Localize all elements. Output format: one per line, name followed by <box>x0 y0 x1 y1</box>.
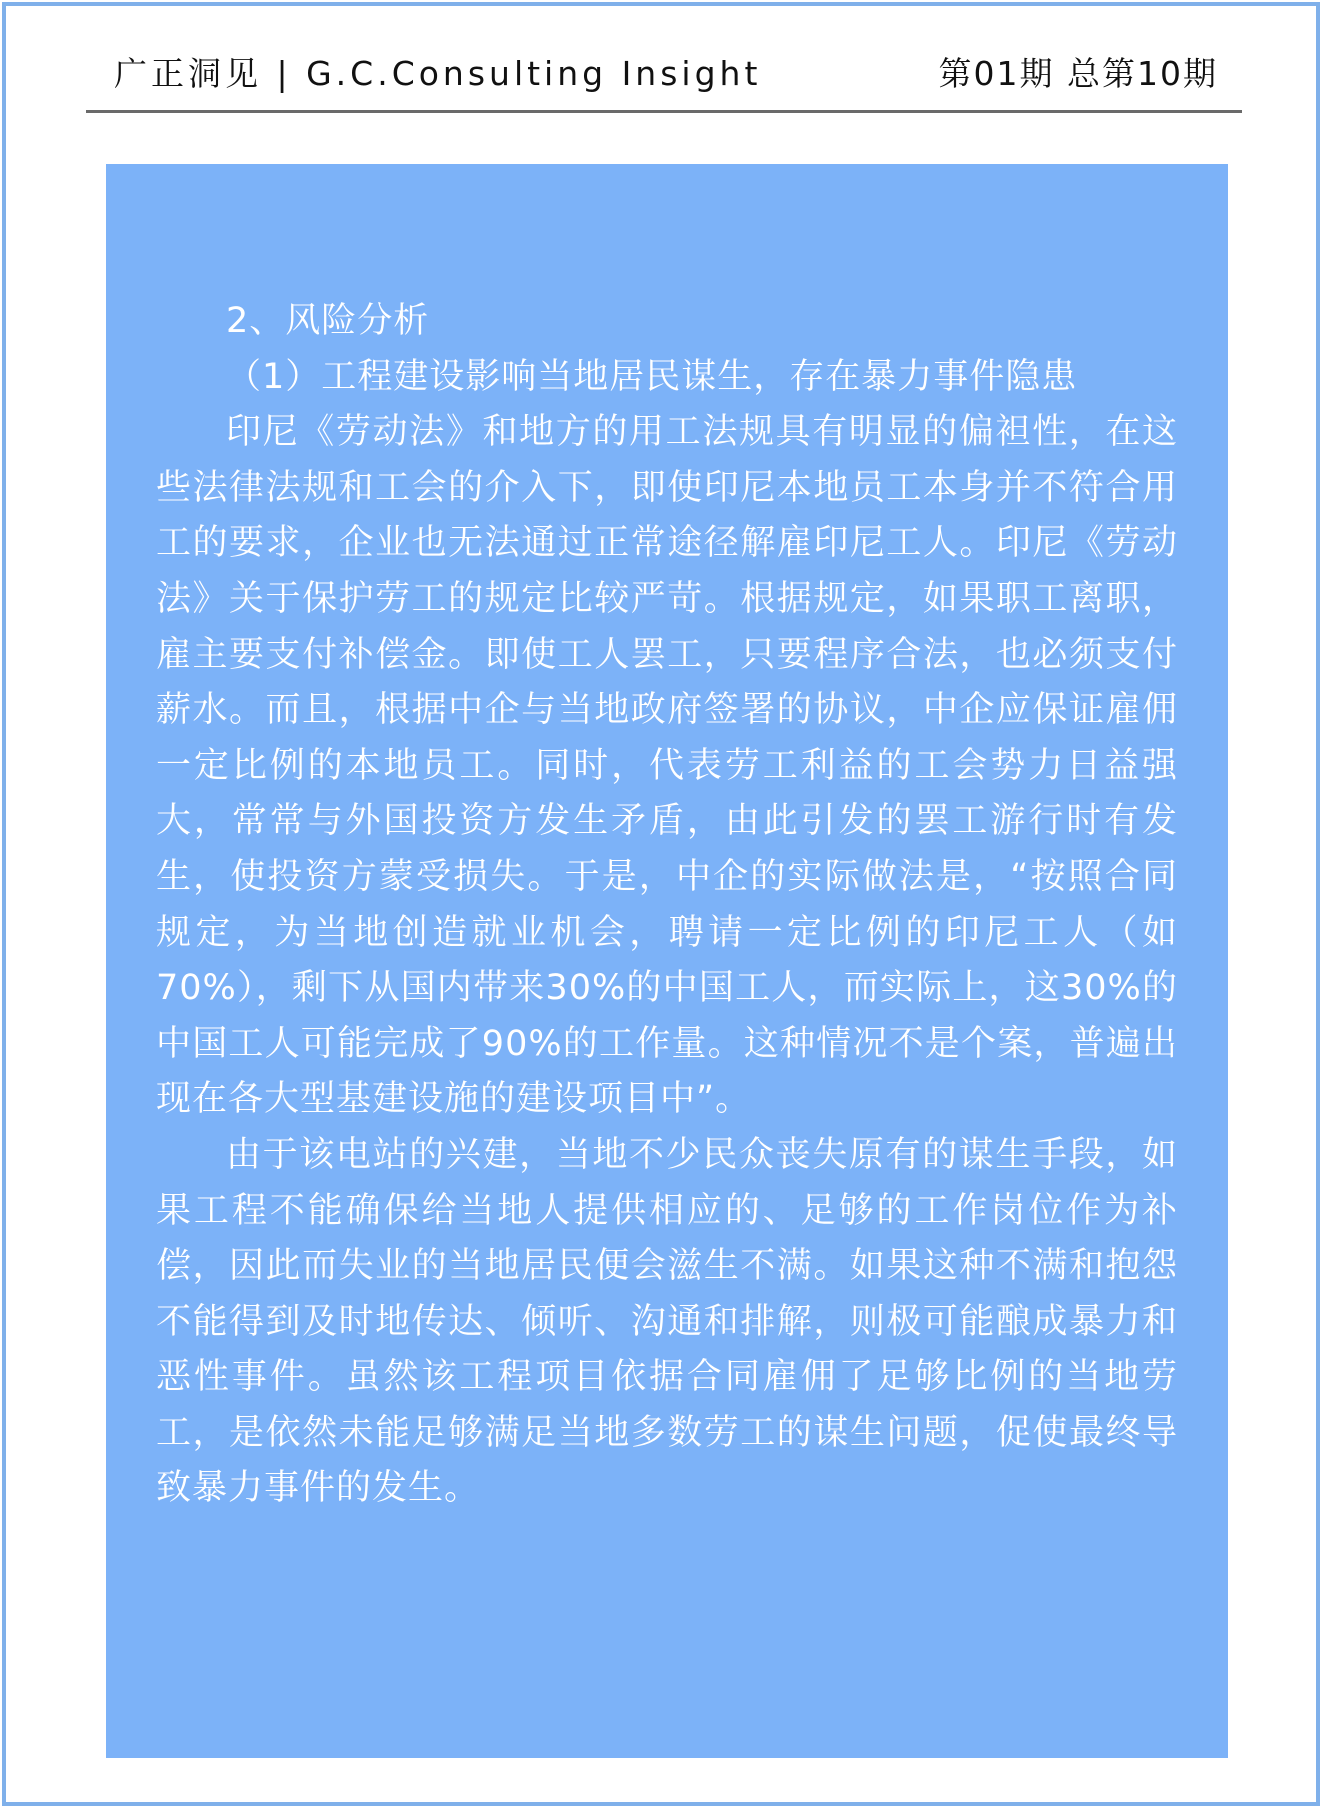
content-panel <box>106 164 1228 1758</box>
page-header <box>86 6 1242 113</box>
section-heading: 2、风险分析 <box>226 301 430 341</box>
publication-title: 广正洞见 | G.C.Consulting Insight <box>114 54 762 93</box>
article-paragraph: 由于该电站的兴建，当地不少民众丧失原有的谋生手段，如果工程不能确保给当地人提供相应的、足够的工作岗位作为补偿，因此而失业的当地居民便会滋生不满。如果这种不满和抱怨不能得到及时地传达、倾听、沟通和排解，则极可能酿成暴力和恶性事件。虽然该工程项目依据合同雇佣了足够比例的当地劳工，是依然未能足够满足当地多数劳工的谋生问题，促使最终导致暴力事件的发生。 <box>156 1134 1178 1509</box>
article-paragraph: 印尼《劳动法》和地方的用工法规具有明显的偏袒性，在这些法律法规和工会的介入下，即使印尼本地员工本身并不符合用工的要求，企业也无法通过正常途径解雇印尼工人。印尼《劳动法》关于保护劳工的规定比较严苛。根据规定，如果职工离职，雇主要支付补偿金。即使工人罢工，只要程序合法，也必须支付薪水。而且，根据中企与当地政府签署的协议，中企应保证雇佣一定比例的本地员工。同时，代表劳工利益的工会势力日益强大，常常与外国投资方发生矛盾，由此引发的罢工游行时有发生，使投资方蒙受损失。于是，中企的实际做法是，“按照合同规定，为当地创造就业机会，聘请一定比例的印尼工人（如70%），剩下从国内带来30%的中国工人，而实际上，这30%的中国工人可能完成了90%的工作量。这种情况不是个案，普遍出现在各大型基建设施的建设项目中”。 <box>156 412 1178 1120</box>
document-page <box>2 2 1320 1806</box>
article-body <box>156 294 1178 1517</box>
subsection-heading: （1）工程建设影响当地居民谋生，存在暴力事件隐患 <box>226 356 1078 397</box>
issue-number: 第01期 总第10期 <box>938 54 1218 93</box>
